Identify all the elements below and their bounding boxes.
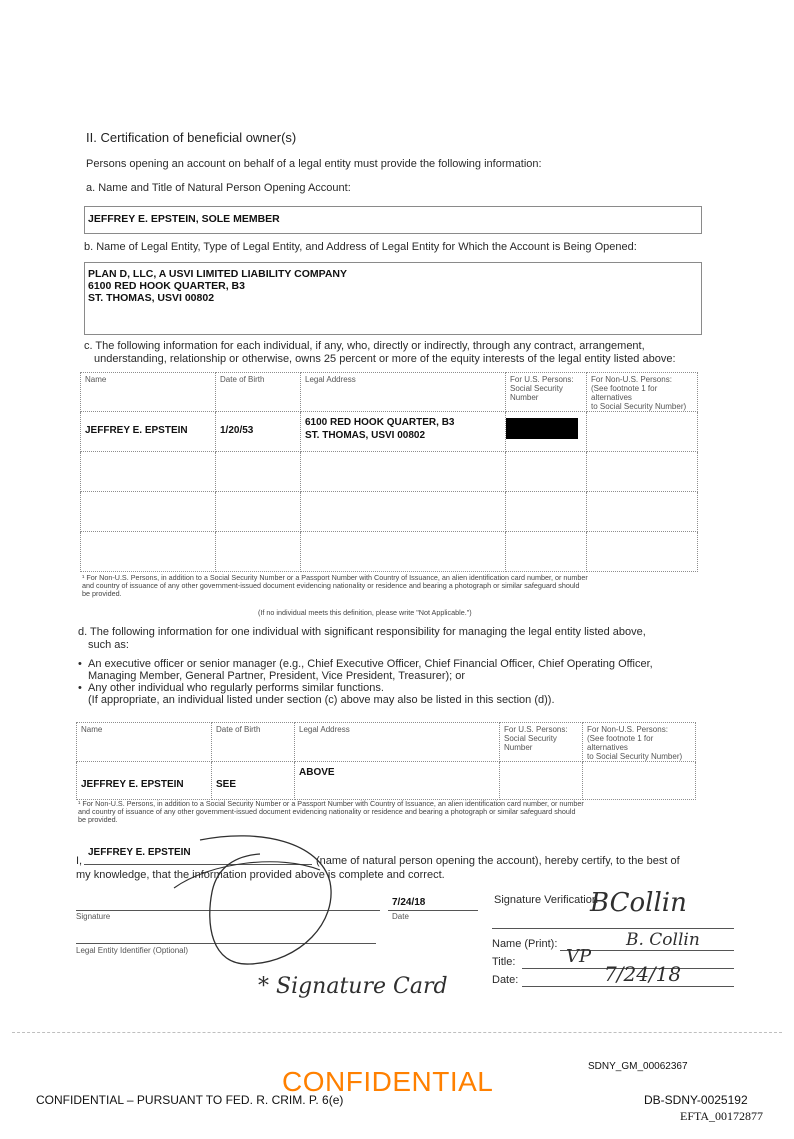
- part-d-footnote-line3: be provided.: [78, 815, 118, 824]
- title-label: Title:: [492, 956, 516, 968]
- col-dob-header: Date of Birth: [216, 373, 301, 412]
- cert-date-value: 7/24/18: [392, 897, 426, 908]
- col-nonus-header: [583, 723, 696, 762]
- verification-date-label: Date:: [492, 974, 519, 986]
- col-nonus-header: [587, 373, 698, 412]
- part-b-value: [88, 268, 347, 304]
- owners-table-header: [81, 373, 698, 412]
- owner-nonus-cell: [587, 412, 698, 452]
- col-nonus-header-line2: (See footnote 1 for alternatives: [587, 734, 654, 752]
- col-us-header: [500, 723, 583, 762]
- verification-title: Signature Verification: [494, 894, 598, 906]
- table-row: [81, 452, 698, 492]
- manager-name: JEFFREY E. EPSTEIN: [77, 762, 212, 800]
- cert-prefix: I,: [76, 855, 83, 867]
- part-d-label: [78, 626, 646, 652]
- col-us-header-line3: Number: [510, 393, 539, 402]
- table-row: [81, 412, 698, 452]
- managers-table-header: [77, 723, 696, 762]
- part-b-line1: PLAN D, LLC, A USVI LIMITED LIABILITY COMPANY: [88, 268, 347, 280]
- owner-name: JEFFREY E. EPSTEIN: [81, 412, 216, 452]
- verifier-date: 7/24/18: [604, 962, 682, 986]
- manager-nonus-cell: [583, 762, 696, 800]
- date-line: [388, 910, 478, 911]
- part-d-footnote-line1: ¹ For Non-U.S. Persons, in addition to a Social Security Number or a Passport Number with Country of Issuance, an alien identification card number, or number: [78, 799, 584, 808]
- owners-table: [80, 372, 698, 572]
- part-c-footnote-line3: be provided.: [82, 589, 122, 598]
- not-applicable-note: (If no individual meets this definition, please write "Not Applicable."): [258, 608, 472, 617]
- col-us-header-line2: Social Security: [504, 734, 557, 743]
- part-c-footnote: [82, 574, 698, 598]
- page-divider: [12, 1032, 782, 1033]
- col-nonus-header-line3: to Social Security Number): [591, 402, 687, 411]
- efta-number: EFTA_00172877: [680, 1109, 764, 1123]
- cert-name: JEFFREY E. EPSTEIN: [88, 847, 191, 858]
- cert-date-label: Date: [392, 912, 409, 921]
- cert-text-line2: my knowledge, that the information provided above is complete and correct.: [76, 869, 445, 881]
- part-d-label-line2: such as:: [88, 639, 129, 651]
- part-b-line3: ST. THOMAS, USVI 00802: [88, 292, 215, 304]
- bullet1-line2: Managing Member, General Partner, President, Vice President, Treasurer); or: [88, 670, 466, 682]
- col-us-header-line1: For U.S. Persons:: [510, 375, 574, 384]
- col-nonus-header-line3: to Social Security Number): [587, 752, 683, 761]
- bullet2-line1: Any other individual who regularly performs similar functions.: [88, 682, 384, 694]
- part-c-label-line2: understanding, relationship or otherwise, owns 25 percent or more of the equity interests of the legal entity listed above:: [94, 353, 676, 365]
- name-print-label: Name (Print):: [492, 938, 558, 950]
- list-item: [78, 658, 718, 682]
- part-d-footnote-line2: and country of issuance of any other government-issued document evidencing nationality or residence and bearing a photograph or similar safeguard should: [78, 807, 576, 816]
- manager-ssn-cell: [500, 762, 583, 800]
- manager-dob: SEE: [212, 762, 295, 800]
- manager-address: ABOVE: [295, 762, 500, 800]
- col-nonus-header-line1: For Non-U.S. Persons:: [591, 375, 672, 384]
- intro-text: Persons opening an account on behalf of a legal entity must provide the following information:: [86, 158, 542, 170]
- confidential-stamp: CONFIDENTIAL: [282, 1066, 494, 1097]
- redaction-block: [506, 418, 578, 439]
- bates-upper: SDNY_GM_00062367: [588, 1061, 688, 1072]
- cert-text-line1: (name of natural person opening the account), hereby certify, to the best of: [316, 855, 680, 867]
- col-name-header: Name: [81, 373, 216, 412]
- part-b-line2: 6100 RED HOOK QUARTER, B3: [88, 280, 245, 292]
- bates-right: DB-SDNY-0025192: [644, 1093, 748, 1107]
- list-item: [78, 682, 718, 706]
- part-d-label-line1: d. The following information for one individual with significant responsibility for managing the legal entity listed above,: [78, 626, 646, 638]
- col-nonus-header-line1: For Non-U.S. Persons:: [587, 725, 668, 734]
- part-c-label: [84, 340, 676, 366]
- verification-date-line: [522, 986, 734, 987]
- managers-table: [76, 722, 696, 800]
- part-c-label-line1: c. The following information for each individual, if any, who, directly or indirectly, through any contract, arrangement,: [84, 340, 645, 352]
- col-dob-header: Date of Birth: [212, 723, 295, 762]
- verification-signature: BCollin: [590, 888, 687, 918]
- signature-label: Signature: [76, 912, 111, 921]
- part-d-bullets: [78, 658, 718, 706]
- col-us-header-line1: For U.S. Persons:: [504, 725, 568, 734]
- owner-ssn-cell: [506, 412, 587, 452]
- lei-label: Legal Entity Identifier (Optional): [76, 946, 189, 955]
- verifier-title: VP: [566, 946, 592, 967]
- owner-dob: 1/20/53: [216, 412, 301, 452]
- handwritten-note: * Signature Card: [258, 974, 448, 999]
- owner-address: [301, 412, 506, 452]
- bullet2-line2: (If appropriate, an individual listed under section (c) above may also be listed in this section (d)).: [88, 694, 555, 706]
- col-us-header-line2: Social Security: [510, 384, 563, 393]
- signature-scribble: [170, 832, 370, 972]
- verification-signature-line: [492, 928, 734, 929]
- owner-address-line2: ST. THOMAS, USVI 00802: [305, 430, 426, 441]
- owner-address-line1: 6100 RED HOOK QUARTER, B3: [305, 417, 455, 428]
- col-name-header: Name: [77, 723, 212, 762]
- col-address-header: Legal Address: [295, 723, 500, 762]
- table-row: [81, 492, 698, 532]
- verifier-name: B. Collin: [626, 930, 700, 950]
- section-title: II. Certification of beneficial owner(s): [86, 130, 297, 145]
- part-c-footnote-line2: and country of issuance of any other government-issued document evidencing nationality or residence and bearing a photograph or similar safeguard should: [82, 581, 580, 590]
- col-nonus-header-line2: (See footnote 1 for alternatives: [591, 384, 658, 402]
- part-c-footnote-line1: ¹ For Non-U.S. Persons, in addition to a Social Security Number or a Passport Number with Country of Issuance, an alien identification card number, or number: [82, 573, 588, 582]
- table-row: [77, 762, 696, 800]
- col-us-header: [506, 373, 587, 412]
- bullet-icon: •: [78, 658, 82, 670]
- col-address-header: Legal Address: [301, 373, 506, 412]
- col-us-header-line3: Number: [504, 743, 533, 752]
- part-d-footnote: [78, 800, 696, 824]
- part-a-value: JEFFREY E. EPSTEIN, SOLE MEMBER: [88, 213, 280, 225]
- footer-confidential: CONFIDENTIAL – PURSUANT TO FED. R. CRIM. P. 6(e): [36, 1093, 344, 1107]
- bullet-icon: •: [78, 682, 82, 694]
- part-b-label: b. Name of Legal Entity, Type of Legal Entity, and Address of Legal Entity for Which the Account is Being Opened:: [84, 241, 637, 253]
- part-a-label: a. Name and Title of Natural Person Opening Account:: [86, 182, 351, 194]
- bullet1-line1: An executive officer or senior manager (e.g., Chief Executive Officer, Chief Financial Officer, Chief Operating Officer,: [88, 658, 653, 670]
- table-row: [81, 532, 698, 572]
